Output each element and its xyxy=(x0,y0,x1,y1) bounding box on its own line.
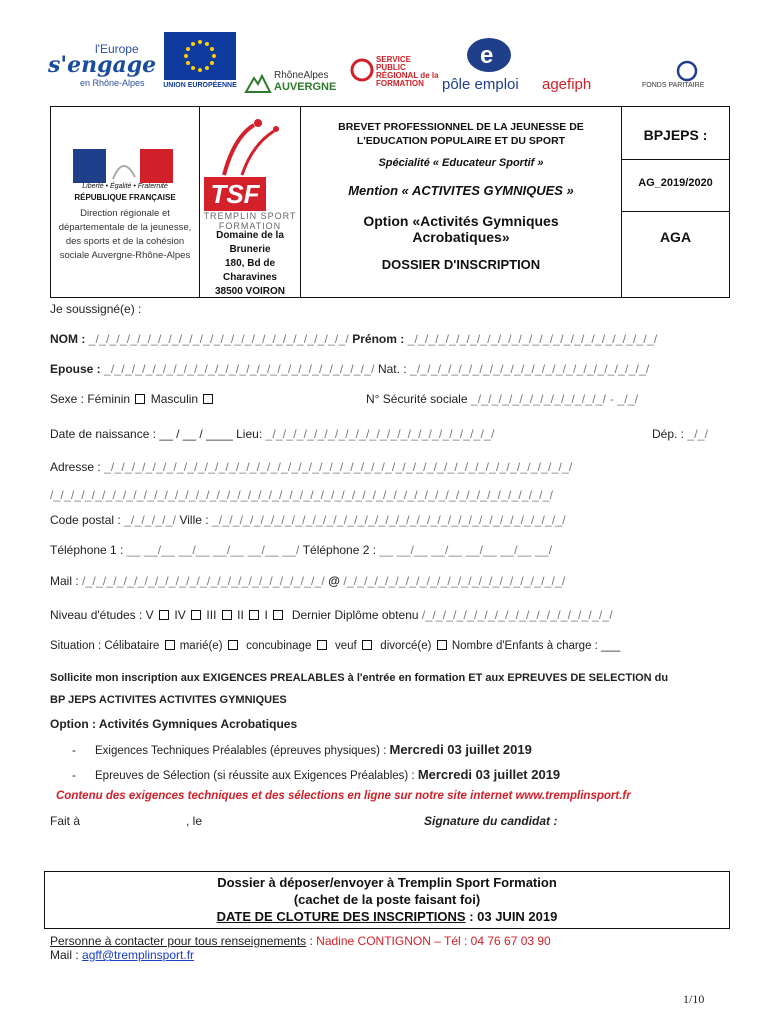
niveau-iii-label: III xyxy=(206,608,217,622)
tsf-logo: TSF xyxy=(204,177,266,211)
tel-row xyxy=(50,543,552,557)
adresse-row xyxy=(50,460,572,474)
epouse-label: Epouse : xyxy=(50,362,101,376)
selection-item: - Epreuves de Sélection (si réussite aux Exigences Préalables) : Mercredi 03 juillet 2019 xyxy=(72,767,561,782)
sexe-row xyxy=(50,392,215,406)
pole-emploi-e-icon xyxy=(464,36,514,74)
agefiph-logo-text: agefiph xyxy=(542,76,592,93)
deposit-text: (cachet de la poste faisant foi) xyxy=(293,892,481,907)
union-europeenne-logo xyxy=(160,32,240,92)
dep-row xyxy=(652,427,708,441)
niveau-iii-checkbox[interactable] xyxy=(222,610,232,620)
rf-motto: Liberté • Égalité • Fraternité xyxy=(82,183,168,190)
address-line: 38500 VOIRON xyxy=(214,286,286,297)
contact-sep: : xyxy=(306,934,317,948)
session-code: AG_2019/2020 xyxy=(638,177,713,189)
fait-label: Fait à xyxy=(50,814,81,828)
fonds-paritaire-logo xyxy=(642,60,742,96)
exigence-label: Exigences Techniques Préalables (épreuves physiques) : xyxy=(95,745,387,757)
concubinage-label: concubinage xyxy=(246,640,312,652)
le-label: , le xyxy=(186,814,203,828)
europe-engage-logo xyxy=(40,38,160,96)
contact-line xyxy=(50,934,551,948)
nom-label: NOM : xyxy=(50,332,86,346)
option-title: Option «Activités Gymniques xyxy=(363,213,559,229)
contact-mail-label: Mail : xyxy=(50,948,83,962)
europe-logo-text: l'Europe xyxy=(95,42,139,56)
dossier-title: DOSSIER D'INSCRIPTION xyxy=(381,257,541,272)
ville-field[interactable]: _/_/_/_/_/_/_/_/_/_/_/_/_/_/_/_/_/_/_/_/_/_/_/_/_/_/_/_/_/_/_/_/_/_/ xyxy=(211,513,566,527)
ue-caption: UNION EUROPÉENNE xyxy=(163,82,237,89)
niveau-iv-label: IV xyxy=(174,608,186,622)
ville-label: Ville : xyxy=(179,513,209,527)
deposit-text: Dossier à déposer/envoyer à Tremplin Sport Formation xyxy=(217,875,557,890)
feminin-checkbox[interactable] xyxy=(135,394,145,404)
niveau-v-checkbox[interactable] xyxy=(159,610,169,620)
niveau-label: Niveau d'études : V xyxy=(50,608,154,622)
republique-cell xyxy=(51,107,200,297)
mail-label: Mail : xyxy=(50,574,79,588)
situation-label: Situation : Célibataire xyxy=(50,640,160,652)
epouse-row xyxy=(50,362,649,376)
circle-logo-icon xyxy=(350,58,374,82)
speciality: Spécialité « Educateur Sportif » xyxy=(378,157,544,169)
masculin-checkbox[interactable] xyxy=(203,394,213,404)
pole-emploi-agefiph-logo xyxy=(442,36,612,96)
page-number: 1/10 xyxy=(683,992,705,1006)
diploma-title: BREVET PROFESSIONNEL DE LA JEUNESSE DE xyxy=(338,121,584,133)
selection-date: Mercredi 03 juillet 2019 xyxy=(417,767,561,782)
sollicite-text: BP JEPS ACTIVITES ACTIVITES GYMNIQUES xyxy=(50,694,287,706)
celibataire-checkbox[interactable] xyxy=(165,640,175,650)
europe-logo-text: s'engage xyxy=(48,52,157,78)
nom-row xyxy=(50,332,657,346)
niveau-iv-checkbox[interactable] xyxy=(191,610,201,620)
service-public-formation-logo xyxy=(350,56,442,96)
svg-text:e: e xyxy=(480,42,494,69)
dep-label: Dép. : xyxy=(652,427,685,441)
nat-label: Nat. : xyxy=(377,362,407,376)
mountain-icon xyxy=(244,72,272,94)
secu-label: N° Sécurité sociale xyxy=(366,392,468,406)
prenom-field[interactable]: _/_/_/_/_/_/_/_/_/_/_/_/_/_/_/_/_/_/_/_/_/_/_/_/ xyxy=(407,332,658,346)
title-cell xyxy=(301,107,622,297)
selection-label: Epreuves de Sélection (si réussite aux Exigences Préalables) : xyxy=(95,770,415,782)
divorce-checkbox[interactable] xyxy=(437,640,447,650)
masculin-label: Masculin xyxy=(150,392,199,406)
address-line: Domaine de la xyxy=(216,230,284,241)
cloture-date: : 03 JUIN 2019 xyxy=(465,909,558,924)
concubinage-checkbox[interactable] xyxy=(317,640,327,650)
header-table xyxy=(50,106,730,298)
niveau-i-checkbox[interactable] xyxy=(273,610,283,620)
cp-row xyxy=(50,513,566,527)
diplome-label: Dernier Diplôme obtenu xyxy=(291,608,419,622)
tel2-label: Téléphone 2 : xyxy=(302,543,377,557)
exigence-date: Mercredi 03 juillet 2019 xyxy=(389,742,532,757)
eu-flag-icon xyxy=(164,32,236,80)
cloture-label: DATE DE CLOTURE DES INSCRIPTIONS xyxy=(216,909,466,924)
tel1-label: Téléphone 1 : xyxy=(50,543,124,557)
sexe-label: Sexe : Féminin xyxy=(50,392,131,406)
rhone-alpes-auvergne-logo xyxy=(244,70,344,96)
deposit-box xyxy=(44,871,730,929)
sp-logo-text: SERVICE PUBLIC RÉGIONAL de la FORMATION xyxy=(376,55,439,88)
niveau-i-label: I xyxy=(264,608,268,622)
veuf-checkbox[interactable] xyxy=(362,640,372,650)
situation-row xyxy=(50,640,620,652)
code-cell xyxy=(622,107,729,297)
cloture-line xyxy=(45,909,729,924)
bpjeps-label: BPJEPS : xyxy=(643,127,708,143)
mention: Mention « ACTIVITES GYMNIQUES » xyxy=(348,183,574,198)
marie-label: marié(e) xyxy=(179,640,223,652)
divider xyxy=(622,211,729,212)
veuf-label: veuf xyxy=(334,640,357,652)
nom-field[interactable]: _/_/_/_/_/_/_/_/_/_/_/_/_/_/_/_/_/_/_/_/_/_/_/_/_/ xyxy=(88,332,349,346)
contenu-note: Contenu des exigences techniques et des sélections en ligne sur notre site internet www.tremplinsport.fr xyxy=(56,790,631,802)
address-line: Brunerie xyxy=(229,244,271,255)
lieu-field[interactable]: _/_/_/_/_/_/_/_/_/_/_/_/_/_/_/_/_/_/_/_/_/_/ xyxy=(265,427,495,441)
diplome-field[interactable]: /_/_/_/_/_/_/_/_/_/_/_/_/_/_/_/_/_/_/ xyxy=(421,608,613,622)
mail-line xyxy=(50,948,194,962)
contact-label: Personne à contacter pour tous renseignements xyxy=(50,934,307,948)
enfants-label: Nombre d'Enfants à charge : ___ xyxy=(451,640,621,652)
mail-domain-field[interactable]: /_/_/_/_/_/_/_/_/_/_/_/_/_/_/_/_/_/_/_/_/_/ xyxy=(343,574,566,588)
cp-field[interactable]: _/_/_/_/_/ xyxy=(124,513,177,527)
sollicite-option: Option : Activités Gymniques Acrobatiques xyxy=(50,717,298,731)
adresse-field[interactable]: _/_/_/_/_/_/_/_/_/_/_/_/_/_/_/_/_/_/_/_/_/_/_/_/_/_/_/_/_/_/_/_/_/_/_/_/_/_/_/_/_/_/_/_/_/ xyxy=(104,460,573,474)
tel2-field[interactable]: __ __/__ __/__ __/__ __/__ __/ xyxy=(379,543,553,557)
athletes-icon xyxy=(214,117,284,177)
divider xyxy=(622,159,729,160)
mail-row xyxy=(50,574,565,588)
ra-logo-text: RhôneAlpes xyxy=(274,70,329,81)
exigence-item: - Exigences Techniques Préalables (épreuves physiques) : Mercredi 03 juillet 2019 xyxy=(72,742,532,757)
signature-label: Signature du candidat : xyxy=(424,814,558,828)
dep-field[interactable]: _/_/ xyxy=(687,427,709,441)
tsf-cell xyxy=(200,107,301,297)
address-line: Charavines xyxy=(223,272,277,283)
contact-person: Nadine CONTIGNON – Tél : 04 76 67 03 90 xyxy=(316,934,551,948)
niveau-row xyxy=(50,608,613,622)
secu-field[interactable]: _/_/_/_/_/_/_/_/_/_/_/_/_/ - _/_/ xyxy=(470,392,639,406)
ra-logo-text: AUVERGNE xyxy=(274,81,337,93)
divorce-label: divorcé(e) xyxy=(380,640,432,652)
rf-name: RÉPUBLIQUE FRANÇAISE xyxy=(74,193,176,202)
soussigne-label: Je soussigné(e) : xyxy=(50,302,142,316)
aga-code: AGA xyxy=(659,229,692,245)
naissance-label: Date de naissance : __ / __ / ____ Lieu: xyxy=(50,427,263,441)
mail-user-field[interactable]: /_/_/_/_/_/_/_/_/_/_/_/_/_/_/_/_/_/_/_/_/_/_/_/ xyxy=(82,574,325,588)
nat-field[interactable]: _/_/_/_/_/_/_/_/_/_/_/_/_/_/_/_/_/_/_/_/_/_/_/ xyxy=(410,362,650,376)
secu-row xyxy=(366,392,638,406)
tsf-subtitle: TREMPLIN SPORT FORMATION xyxy=(203,211,297,231)
diploma-title: L'EDUCATION POPULAIRE ET DU SPORT xyxy=(356,135,566,147)
sollicite-text: Sollicite mon inscription aux EXIGENCES PREALABLES à l'entrée en formation ET aux EPREUVES DE SELECTION du xyxy=(50,672,669,684)
address-line: 180, Bd de xyxy=(224,258,276,269)
marianne-logo-icon xyxy=(73,149,173,183)
niveau-ii-checkbox[interactable] xyxy=(249,610,259,620)
europe-logo-text: en Rhône-Alpes xyxy=(80,78,145,88)
pe-logo-text: pôle emploi xyxy=(442,76,519,93)
fp-logo-text: FONDS PARITAIRE xyxy=(642,82,705,89)
contact-mail-link[interactable]: agff@tremplinsport.fr xyxy=(82,948,195,962)
adresse-label: Adresse : xyxy=(50,460,101,474)
adresse-line2[interactable]: /_/_/_/_/_/_/_/_/_/_/_/_/_/_/_/_/_/_/_/_/_/_/_/_/_/_/_/_/_/_/_/_/_/_/_/_/_/_/_/_/_/_/_/_/_/_/_/_/ xyxy=(50,488,554,502)
at-symbol: @ xyxy=(328,574,340,588)
fp-swirl-icon xyxy=(672,60,702,82)
niveau-ii-label: II xyxy=(237,608,244,622)
naissance-row xyxy=(50,427,494,441)
rf-department: Direction régionale et départementale de la jeunesse, des sports et de la cohésion sociale Auvergne-Rhône-Alpes xyxy=(58,208,192,261)
marie-checkbox[interactable] xyxy=(228,640,238,650)
tsf-address xyxy=(200,229,300,299)
tel1-field[interactable]: __ __/__ __/__ __/__ __/__ __/ xyxy=(126,543,300,557)
epouse-field[interactable]: _/_/_/_/_/_/_/_/_/_/_/_/_/_/_/_/_/_/_/_/_/_/_/_/_/_/ xyxy=(104,362,375,376)
option-title: Acrobatiques» xyxy=(412,229,510,245)
prenom-label: Prénom : xyxy=(352,332,405,346)
cp-label: Code postal : xyxy=(50,513,121,527)
